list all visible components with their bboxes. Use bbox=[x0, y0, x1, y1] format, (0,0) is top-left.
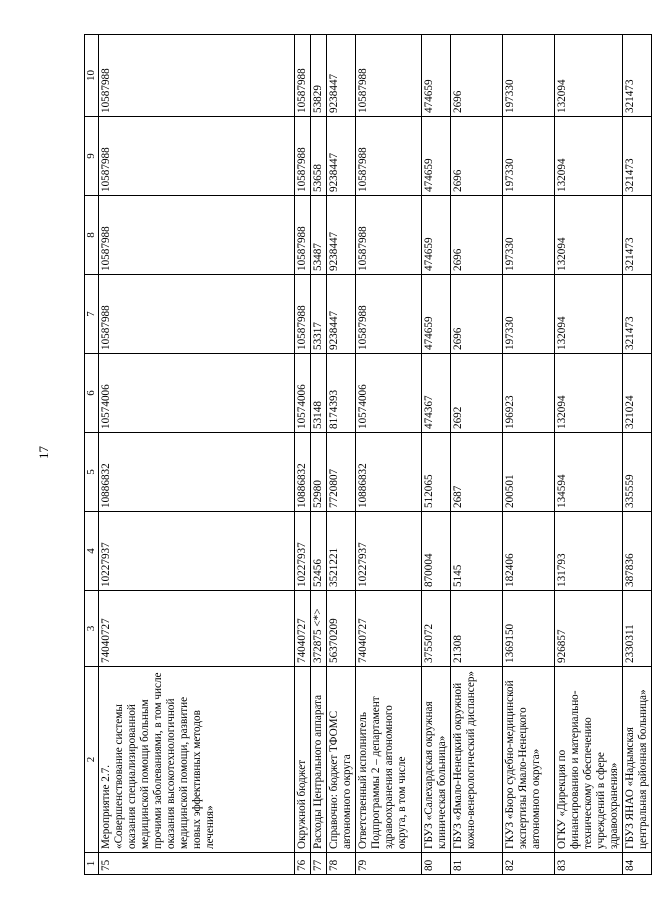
table-row bbox=[295, 35, 311, 875]
value-cell: 2696 bbox=[451, 35, 503, 117]
value-cell: 10574006 bbox=[356, 354, 422, 433]
value-cell: 2696 bbox=[451, 117, 503, 196]
value-cell: 2330311 bbox=[623, 591, 652, 667]
value-cell: 74040727 bbox=[99, 591, 295, 667]
value-cell: 2692 bbox=[451, 354, 503, 433]
value-cell: 926857 bbox=[555, 591, 623, 667]
row-number-cell: 77 bbox=[311, 853, 327, 875]
value-cell: 131793 bbox=[555, 512, 623, 591]
value-cell: 321473 bbox=[623, 196, 652, 275]
value-cell: 52980 bbox=[311, 433, 327, 512]
value-cell: 870004 bbox=[422, 512, 451, 591]
value-cell: 197330 bbox=[503, 196, 555, 275]
row-number-cell: 82 bbox=[503, 853, 555, 875]
column-header: 7 bbox=[85, 275, 99, 354]
column-header: 9 bbox=[85, 117, 99, 196]
value-cell: 8174393 bbox=[327, 354, 356, 433]
value-cell: 387836 bbox=[623, 512, 652, 591]
row-number-cell: 81 bbox=[451, 853, 503, 875]
row-number-cell: 78 bbox=[327, 853, 356, 875]
column-header: 8 bbox=[85, 196, 99, 275]
row-name-cell: Справочно: бюджет ТФОМС автономного округа bbox=[327, 667, 356, 853]
value-cell: 74040727 bbox=[356, 591, 422, 667]
column-number-row bbox=[85, 35, 99, 875]
value-cell: 3755072 bbox=[422, 591, 451, 667]
value-cell: 474659 bbox=[422, 275, 451, 354]
row-name-cell: ГБУЗ «Ямало-Ненецкий окружной кожно-венерологический диспансер» bbox=[451, 667, 503, 853]
value-cell: 3521221 bbox=[327, 512, 356, 591]
table-row bbox=[451, 35, 503, 875]
value-cell: 2696 bbox=[451, 275, 503, 354]
value-cell: 10574006 bbox=[295, 354, 311, 433]
row-number-cell: 80 bbox=[422, 853, 451, 875]
value-cell: 321473 bbox=[623, 35, 652, 117]
page-number: 17 bbox=[36, 446, 51, 459]
row-name-cell: Мероприятие 2.7. «Совершенствование системы оказания специализированной медицинской помощи больным прочими заболеваниями, в том числе оказания высокотехнологичной медицинской помощи, развитие новых эффективных методов лечения» bbox=[99, 667, 295, 853]
value-cell: 474659 bbox=[422, 196, 451, 275]
column-header: 1 bbox=[85, 853, 99, 875]
table-row bbox=[327, 35, 356, 875]
value-cell: 321473 bbox=[623, 117, 652, 196]
value-cell: 10587988 bbox=[295, 117, 311, 196]
row-number-cell: 84 bbox=[623, 853, 652, 875]
value-cell: 134594 bbox=[555, 433, 623, 512]
value-cell: 10587988 bbox=[356, 35, 422, 117]
value-cell: 321024 bbox=[623, 354, 652, 433]
value-cell: 10587988 bbox=[356, 117, 422, 196]
value-cell: 53829 bbox=[311, 35, 327, 117]
value-cell: 53487 bbox=[311, 196, 327, 275]
value-cell: 9238447 bbox=[327, 275, 356, 354]
value-cell: 474659 bbox=[422, 117, 451, 196]
value-cell: 10587988 bbox=[295, 196, 311, 275]
value-cell: 132094 bbox=[555, 196, 623, 275]
value-cell: 512065 bbox=[422, 433, 451, 512]
table-row bbox=[555, 35, 623, 875]
value-cell: 53317 bbox=[311, 275, 327, 354]
value-cell: 132094 bbox=[555, 354, 623, 433]
value-cell: 196923 bbox=[503, 354, 555, 433]
table-row bbox=[311, 35, 327, 875]
value-cell: 197330 bbox=[503, 35, 555, 117]
row-name-cell: ГКУЗ «Бюро судебно-медицинской экспертизы Ямало-Ненецкого автономного округа» bbox=[503, 667, 555, 853]
value-cell: 10587988 bbox=[356, 196, 422, 275]
column-header: 3 bbox=[85, 591, 99, 667]
value-cell: 74040727 bbox=[295, 591, 311, 667]
value-cell: 10574006 bbox=[99, 354, 295, 433]
value-cell: 132094 bbox=[555, 35, 623, 117]
value-cell: 9238447 bbox=[327, 117, 356, 196]
value-cell: 2696 bbox=[451, 196, 503, 275]
value-cell: 10587988 bbox=[295, 35, 311, 117]
value-cell: 53148 bbox=[311, 354, 327, 433]
value-cell: 10227937 bbox=[356, 512, 422, 591]
table-row bbox=[623, 35, 652, 875]
column-header: 5 bbox=[85, 433, 99, 512]
value-cell: 200501 bbox=[503, 433, 555, 512]
value-cell: 9238447 bbox=[327, 35, 356, 117]
value-cell: 321473 bbox=[623, 275, 652, 354]
value-cell: 132094 bbox=[555, 117, 623, 196]
row-name-cell: ГБУЗ ЯНАО «Надымская центральная районная больница» bbox=[623, 667, 652, 853]
value-cell: 182406 bbox=[503, 512, 555, 591]
table-row bbox=[356, 35, 422, 875]
value-cell: 52456 bbox=[311, 512, 327, 591]
row-name-cell: Окружной бюджет bbox=[295, 667, 311, 853]
table-row bbox=[503, 35, 555, 875]
value-cell: 7720807 bbox=[327, 433, 356, 512]
value-cell: 10227937 bbox=[295, 512, 311, 591]
row-name-cell: Ответственный исполнитель Подпрограммы 2 – департамент здравоохранения автономного округа, в том числе bbox=[356, 667, 422, 853]
row-number-cell: 83 bbox=[555, 853, 623, 875]
row-name-cell: Расходы Центрального аппарата bbox=[311, 667, 327, 853]
value-cell: 474367 bbox=[422, 354, 451, 433]
row-number-cell: 79 bbox=[356, 853, 422, 875]
value-cell: 56370209 bbox=[327, 591, 356, 667]
value-cell: 10587988 bbox=[99, 275, 295, 354]
table-row bbox=[422, 35, 451, 875]
value-cell: 2687 bbox=[451, 433, 503, 512]
value-cell: 21308 bbox=[451, 591, 503, 667]
value-cell: 5145 bbox=[451, 512, 503, 591]
value-cell: 335559 bbox=[623, 433, 652, 512]
value-cell: 10587988 bbox=[99, 117, 295, 196]
row-number-cell: 75 bbox=[99, 853, 295, 875]
value-cell: 132094 bbox=[555, 275, 623, 354]
table-row bbox=[99, 35, 295, 875]
value-cell: 474659 bbox=[422, 35, 451, 117]
value-cell: 1369150 bbox=[503, 591, 555, 667]
value-cell: 10886832 bbox=[356, 433, 422, 512]
value-cell: 53658 bbox=[311, 117, 327, 196]
row-name-cell: ОГКУ «Дирекция по финансированию и материально-техническому обеспечению учреждений в сфере здравоохранения» bbox=[555, 667, 623, 853]
column-header: 6 bbox=[85, 354, 99, 433]
column-header: 10 bbox=[85, 35, 99, 117]
value-cell: 197330 bbox=[503, 275, 555, 354]
value-cell: 10587988 bbox=[295, 275, 311, 354]
value-cell: 10886832 bbox=[295, 433, 311, 512]
value-cell: 10587988 bbox=[356, 275, 422, 354]
value-cell: 10587988 bbox=[99, 196, 295, 275]
value-cell: 9238447 bbox=[327, 196, 356, 275]
value-cell: 10227937 bbox=[99, 512, 295, 591]
value-cell: 10587988 bbox=[99, 35, 295, 117]
row-number-cell: 76 bbox=[295, 853, 311, 875]
column-header: 4 bbox=[85, 512, 99, 591]
column-header: 2 bbox=[85, 667, 99, 853]
value-cell: 10886832 bbox=[99, 433, 295, 512]
row-name-cell: ГБУЗ «Салехардская окружная клиническая больница» bbox=[422, 667, 451, 853]
value-cell: 197330 bbox=[503, 117, 555, 196]
value-cell: 372875 <*> bbox=[311, 591, 327, 667]
budget-table bbox=[84, 34, 652, 875]
